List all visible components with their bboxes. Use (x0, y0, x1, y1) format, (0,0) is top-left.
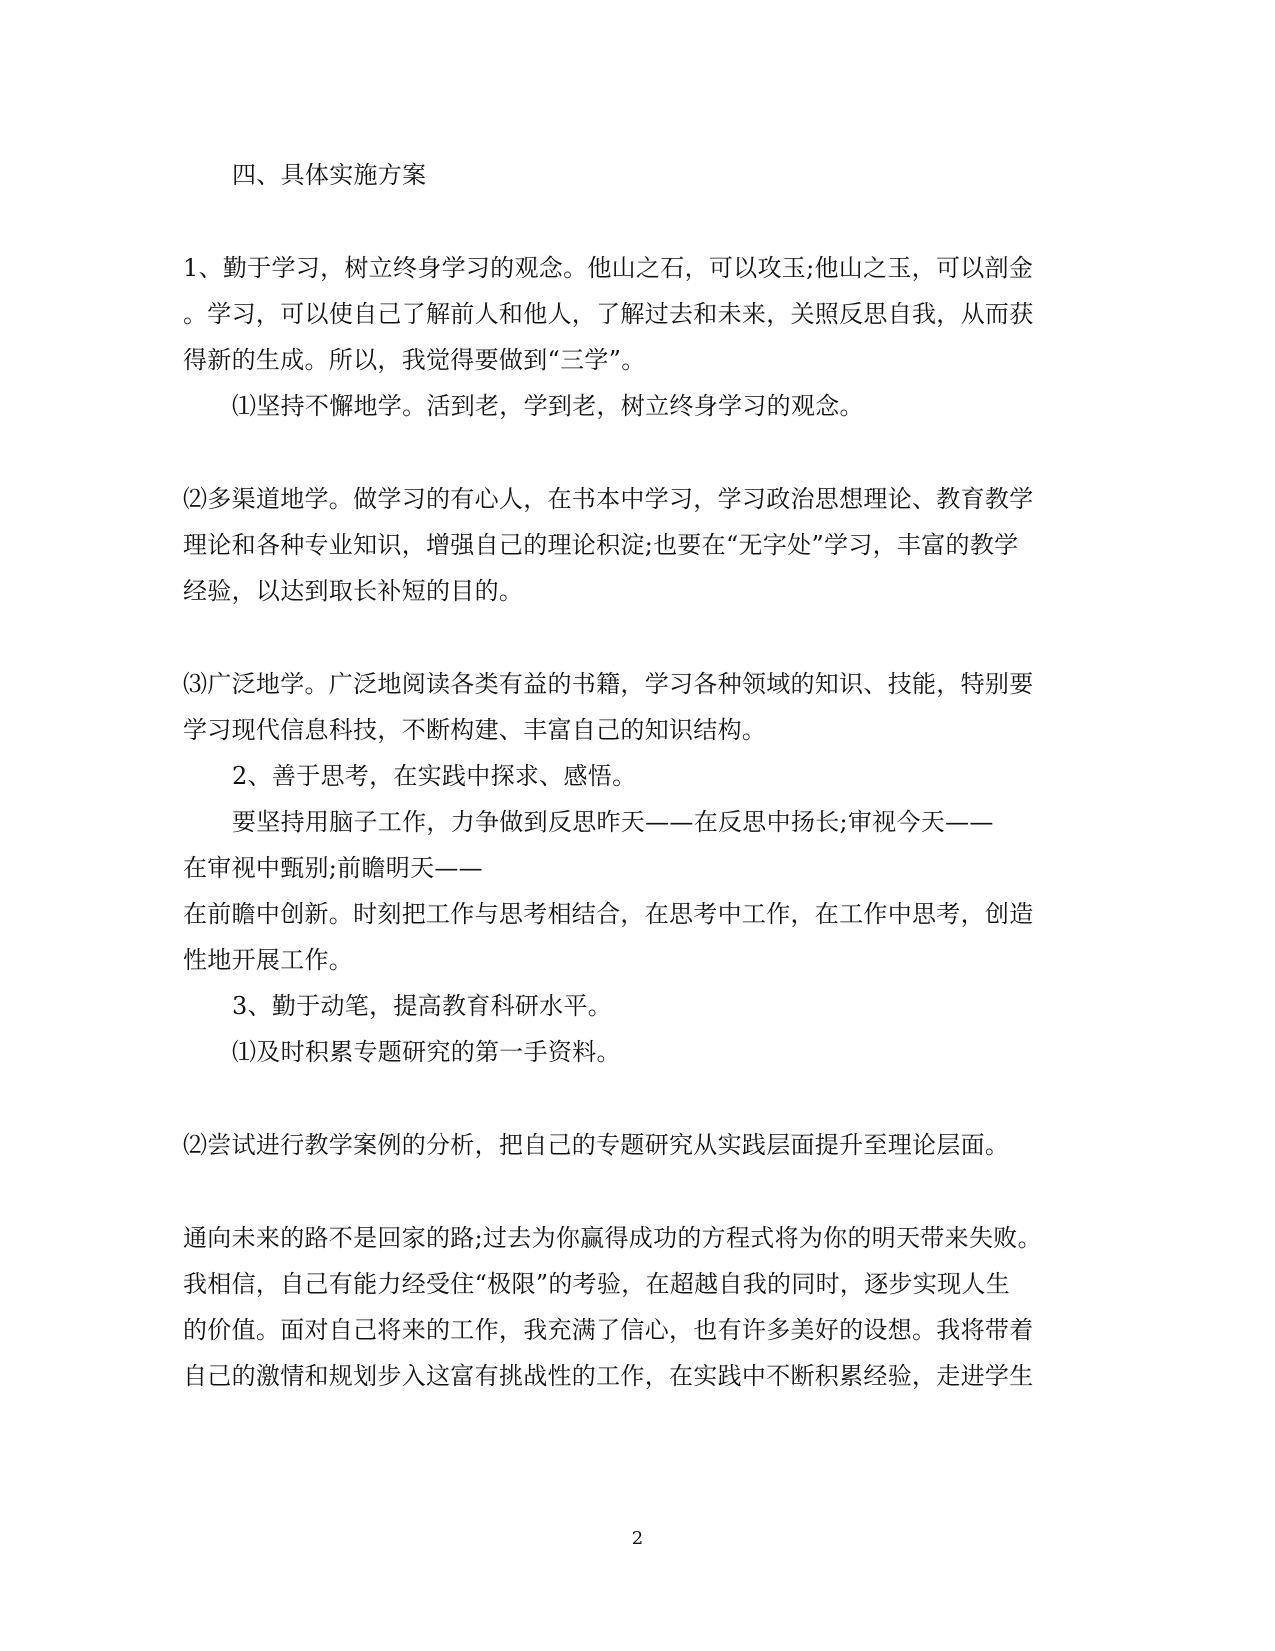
paragraph-line: 要坚持用脑子工作，力争做到反思昨天——在反思中扬长;审视今天—— (232, 808, 994, 836)
paragraph-line: 3、勤于动笔，提高教育科研水平。 (232, 992, 613, 1020)
paragraph-line: 在审视中甄别;前瞻明天—— (183, 854, 483, 882)
paragraph-line: 性地开展工作。 (183, 946, 354, 974)
paragraph-line: ⑴及时积累专题研究的第一手资料。 (232, 1038, 621, 1066)
paragraph-line: 经验，以达到取长补短的目的。 (183, 577, 524, 605)
paragraph-line: 的价值。面对自己将来的工作，我充满了信心，也有许多美好的设想。我将带着 (183, 1316, 1034, 1344)
paragraph-line: 我相信，自己有能力经受住“极限”的考验，在超越自我的同时，逐步实现人生 (183, 1270, 1011, 1298)
paragraph-line: ⑶广泛地学。广泛地阅读各类有益的书籍，学习各种领域的知识、技能，特别要 (183, 670, 1034, 698)
paragraph-line: ⑵尝试进行教学案例的分析，把自己的专题研究从实践层面提升至理论层面。 (183, 1131, 1010, 1159)
paragraph-line: 在前瞻中创新。时刻把工作与思考相结合，在思考中工作，在工作中思考，创造 (183, 900, 1034, 928)
paragraph-line: ⑵多渠道地学。做学习的有心人，在书本中学习，学习政治思想理论、教育教学 (183, 485, 1034, 513)
paragraph-line: 理论和各种专业知识，增强自己的理论积淀;也要在“无字处”学习，丰富的教学 (183, 531, 1019, 559)
paragraph-line: 得新的生成。所以，我觉得要做到“三学”。 (183, 346, 646, 374)
paragraph-line: 1、勤于学习，树立终身学习的观念。他山之石，可以攻玉;他山之玉，可以剖金 (183, 254, 1034, 282)
paragraph-line: 学习现代信息科技，不断构建、丰富自己的知识结构。 (183, 716, 767, 744)
paragraph-line: 通向未来的路不是回家的路;过去为你赢得成功的方程式将为你的明天带来失败。 (183, 1224, 1042, 1252)
paragraph-line: 自己的激情和规划步入这富有挑战性的工作，在实践中不断积累经验，走进学生 (183, 1362, 1034, 1390)
section-heading: 四、具体实施方案 (232, 161, 427, 189)
page-number: 2 (631, 1528, 644, 1549)
paragraph-line: 2、善于思考，在实践中探求、感悟。 (232, 762, 637, 790)
paragraph-line: 。学习，可以使自己了解前人和他人，了解过去和未来，关照反思自我，从而获 (183, 300, 1034, 328)
paragraph-line: ⑴坚持不懈地学。活到老，学到老，树立终身学习的观念。 (232, 392, 864, 420)
